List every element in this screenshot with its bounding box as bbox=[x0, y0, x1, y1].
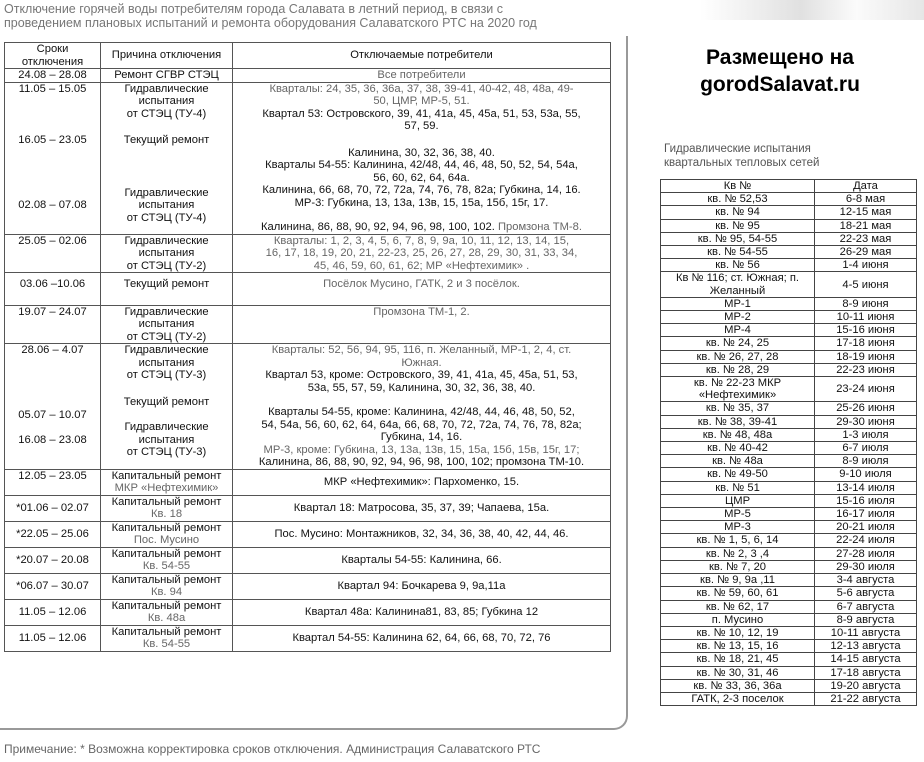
date-cell: 15-16 июля bbox=[815, 494, 917, 507]
date-cell: 12-13 августа bbox=[815, 640, 917, 653]
row-consumers: Пос. Мусино: Монтажников, 32, 34, 36, 38, 40, 42, 44, 46. bbox=[233, 521, 611, 547]
date-cell: 6-8 мая bbox=[815, 193, 917, 206]
kv-cell: п. Мусино bbox=[661, 613, 815, 626]
row-dates: 28.06 – 4.07 05.07 – 10.07 16.08 – 23.08 bbox=[5, 344, 101, 470]
kv-cell: кв. № 62, 17 bbox=[661, 600, 815, 613]
table-row bbox=[661, 666, 917, 679]
date-cell: 1-3 июля bbox=[815, 428, 917, 441]
date-cell: 18-19 июня bbox=[815, 350, 917, 363]
date-cell: 18-21 мая bbox=[815, 219, 917, 232]
table-row bbox=[5, 273, 611, 306]
date-cell: 22-24 июля bbox=[815, 534, 917, 547]
date-cell: 26-29 мая bbox=[815, 246, 917, 259]
row-reason: Ремонт СГВР СТЭЦ bbox=[101, 69, 233, 83]
date-cell: 15-16 июня bbox=[815, 324, 917, 337]
row-consumers: Промзона ТМ-1, 2. bbox=[233, 305, 611, 344]
kv-cell: кв. № 95 bbox=[661, 219, 815, 232]
table-row bbox=[661, 613, 917, 626]
table-row bbox=[5, 521, 611, 547]
table-row bbox=[661, 219, 917, 232]
date-cell: 8-9 июля bbox=[815, 455, 917, 468]
kv-cell: кв. № 24, 25 bbox=[661, 337, 815, 350]
row-consumers: МКР «Нефтехимик»: Пархоменко, 15. bbox=[233, 469, 611, 495]
table-row bbox=[661, 653, 917, 666]
row-dates: 11.05 – 15.05 16.05 – 23.05 02.08 – 07.08 bbox=[5, 82, 101, 234]
table-row bbox=[661, 272, 917, 297]
kv-cell: кв. № 94 bbox=[661, 206, 815, 219]
table-row bbox=[661, 193, 917, 206]
row-dates: *01.06 – 02.07 bbox=[5, 495, 101, 521]
table-row bbox=[661, 587, 917, 600]
table-row bbox=[661, 402, 917, 415]
table-row bbox=[661, 297, 917, 310]
row-consumers: Кварталы: 52, 56, 94, 95, 116, п. Желанный, МР-1, 2, 4, ст. Южная. Квартал 53, кроме: Островского, 39, 41, 41а, 45, 45а, 51, 53, 53а, 55, 57, 59, Калинина, 30, 32, 36, 38, 40. Кварталы 54-55, кроме: Калинина, 42/48, 44, 46, 48, 50, 52, 54, 54а, 56, 60, 62, 64, 64а, 66, 68, 70, 72, 72а, 74, 76, 78, 82а; Губкина, 14, 16. МР-3, кроме: Губкина, 13, 13а, 13в, 15, 15а, 15б, 15в, 15г, 17; Калинина, 86, 88, 90, 92, 94, 96, 98, 100, 102; промзона ТМ-10. bbox=[233, 344, 611, 470]
kv-cell: кв. № 54-55 bbox=[661, 246, 815, 259]
row-consumers: Квартал 94: Бочкарева 9, 9а,11а bbox=[233, 573, 611, 599]
date-cell: 17-18 июня bbox=[815, 337, 917, 350]
kv-cell: кв. № 48а bbox=[661, 455, 815, 468]
kv-cell: кв. № 33, 36, 36а bbox=[661, 679, 815, 692]
table-row bbox=[5, 625, 611, 651]
date-cell: 5-6 августа bbox=[815, 587, 917, 600]
table-row bbox=[661, 324, 917, 337]
row-reason: Капитальный ремонт Кв. 94 bbox=[101, 573, 233, 599]
table-row bbox=[661, 626, 917, 639]
kv-cell: кв. № 9, 9а ,11 bbox=[661, 574, 815, 587]
date-cell: 12-15 мая bbox=[815, 206, 917, 219]
kv-cell: ЦМР bbox=[661, 494, 815, 507]
schedule-table bbox=[4, 42, 611, 652]
kv-cell: МР-2 bbox=[661, 311, 815, 324]
hydraulic-test-table bbox=[660, 179, 917, 706]
row-dates: 11.05 – 12.06 bbox=[5, 625, 101, 651]
row-reason: Капитальный ремонт Кв. 48а bbox=[101, 599, 233, 625]
table-row bbox=[661, 363, 917, 376]
row-reason: Капитальный ремонт Кв. 18 bbox=[101, 495, 233, 521]
row-consumers: Кварталы: 24, 35, 36, 36а, 37, 38, 39-41, 40-42, 48, 48а, 49- 50, ЦМР, МР-5, 51. Квартал 53: Островского, 39, 41, 41а, 45, 45а, 51, 53, 53а, 55, 57, 59. Калинина, 30, 32, 36, 38, 40. Кварталы 54-55: Калинина, 42/48, 44, 46, 48, 50, 52, 54, 54а, 56, 60, 62, 64, 64а. Калинина, 66, 68, 70, 72, 72а, 74, 76, 78, 82а; Губкина, 14, 16. МР-3: Губкина, 13, 13а, 13в, 15, 15а, 15б, 15г, 17. Калинина, 86, 88, 90, 92, 94, 96, 98, 100, 102. Промзона ТМ-8. bbox=[233, 82, 611, 234]
row-dates: 25.05 – 02.06 bbox=[5, 234, 101, 273]
date-cell: 20-21 июля bbox=[815, 521, 917, 534]
row-dates: 03.06 –10.06 bbox=[5, 273, 101, 306]
table-row bbox=[661, 600, 917, 613]
promo-link[interactable]: gorodSalavat.ru bbox=[700, 73, 860, 96]
date-cell: 17-18 августа bbox=[815, 666, 917, 679]
kv-cell: кв. № 35, 37 bbox=[661, 402, 815, 415]
kv-cell: кв. № 26, 27, 28 bbox=[661, 350, 815, 363]
kv-cell: кв. № 18, 21, 45 bbox=[661, 653, 815, 666]
date-cell: 9-10 июля bbox=[815, 468, 917, 481]
row-reason: Гидравлические испытания от СТЭЦ (ТУ-2) bbox=[101, 234, 233, 273]
kv-cell: кв. № 13, 15, 16 bbox=[661, 640, 815, 653]
kv-cell: кв. № 56 bbox=[661, 259, 815, 272]
schedule-header-row bbox=[5, 43, 611, 69]
row-reason: Гидравлические испытания от СТЭЦ (ТУ-3) Текущий ремонт Гидравлические испытания от СТЭЦ (ТУ-3) bbox=[101, 344, 233, 470]
table-row bbox=[5, 305, 611, 344]
row-reason: Гидравлические испытания от СТЭЦ (ТУ-2) bbox=[101, 305, 233, 344]
table-row bbox=[661, 455, 917, 468]
row-consumers: Квартал 48а: Калинина81, 83, 85; Губкина 12 bbox=[233, 599, 611, 625]
table-row bbox=[661, 679, 917, 692]
table-row bbox=[661, 560, 917, 573]
side-table-title: Гидравлические испытания квартальных тепловых сетей bbox=[664, 143, 820, 169]
table-row bbox=[661, 377, 917, 402]
date-cell: 8-9 июня bbox=[815, 297, 917, 310]
table-row bbox=[661, 415, 917, 428]
row-consumers: Все потребители bbox=[233, 69, 611, 83]
date-cell: 27-28 июля bbox=[815, 547, 917, 560]
table-row bbox=[661, 640, 917, 653]
kv-cell: кв. № 49-50 bbox=[661, 468, 815, 481]
table-row bbox=[661, 428, 917, 441]
kv-cell: кв. № 38, 39-41 bbox=[661, 415, 815, 428]
row-dates: 19.07 – 24.07 bbox=[5, 305, 101, 344]
table-row bbox=[661, 547, 917, 560]
table-row bbox=[661, 246, 917, 259]
date-cell: 1-4 июня bbox=[815, 259, 917, 272]
table-row bbox=[5, 69, 611, 83]
kv-cell: МР-3 bbox=[661, 521, 815, 534]
kv-cell: кв. № 7, 20 bbox=[661, 560, 815, 573]
table-row bbox=[661, 521, 917, 534]
header-date: Дата bbox=[815, 180, 917, 193]
date-cell: 16-17 июля bbox=[815, 508, 917, 521]
kv-cell: МР-1 bbox=[661, 297, 815, 310]
date-cell: 19-20 августа bbox=[815, 679, 917, 692]
heading-line-1: Отключение горячей воды потребителям города Салавата в летний период, в связи с bbox=[4, 2, 504, 16]
header-kv: Кв № bbox=[661, 180, 815, 193]
date-cell: 6-7 августа bbox=[815, 600, 917, 613]
table-row bbox=[5, 547, 611, 573]
kv-cell: кв. № 28, 29 bbox=[661, 363, 815, 376]
kv-cell: кв. № 59, 60, 61 bbox=[661, 587, 815, 600]
date-cell: 10-11 августа bbox=[815, 626, 917, 639]
header-reason: Причина отключения bbox=[101, 43, 233, 69]
table-row bbox=[661, 574, 917, 587]
kv-cell: кв. № 10, 12, 19 bbox=[661, 626, 815, 639]
table-row bbox=[661, 337, 917, 350]
kv-cell: ГАТК, 2-3 поселок bbox=[661, 692, 815, 705]
row-reason: Капитальный ремонт Кв. 54-55 bbox=[101, 547, 233, 573]
row-consumers: Квартал 18: Матросова, 35, 37, 39; Чапаева, 15а. bbox=[233, 495, 611, 521]
row-consumers: Квартал 54-55: Калинина 62, 64, 66, 68, 70, 72, 76 bbox=[233, 625, 611, 651]
table-row bbox=[5, 573, 611, 599]
kv-cell: кв. № 1, 5, 6, 14 bbox=[661, 534, 815, 547]
table-row bbox=[661, 350, 917, 363]
side-header-row bbox=[661, 180, 917, 193]
kv-cell: кв. № 40-42 bbox=[661, 442, 815, 455]
kv-cell: кв. № 48, 48а bbox=[661, 428, 815, 441]
row-consumers: Кварталы: 1, 2, 3, 4, 5, 6, 7, 8, 9, 9а, 10, 11, 12, 13, 14, 15, 16, 17, 18, 19, 20, 21, 22-23, 25, 26, 27, 28, 29, 30, 31, 33, 34, 45, 46, 59, 60, 61, 62; МР «Нефтехимик» . bbox=[233, 234, 611, 273]
kv-cell: кв. № 51 bbox=[661, 481, 815, 494]
date-cell: 4-5 июня bbox=[815, 272, 917, 297]
kv-cell: МР-5 bbox=[661, 508, 815, 521]
table-row bbox=[661, 692, 917, 705]
date-cell: 10-11 июня bbox=[815, 311, 917, 324]
row-dates: 24.08 – 28.08 bbox=[5, 69, 101, 83]
table-row bbox=[5, 82, 611, 234]
table-row bbox=[661, 481, 917, 494]
kv-cell: кв. № 2, 3 ,4 bbox=[661, 547, 815, 560]
date-cell: 6-7 июля bbox=[815, 442, 917, 455]
table-row bbox=[661, 311, 917, 324]
kv-cell: Кв № 116; ст. Южная; п. Желанный bbox=[661, 272, 815, 297]
row-dates: *20.07 – 20.08 bbox=[5, 547, 101, 573]
date-cell: 13-14 июля bbox=[815, 481, 917, 494]
date-cell: 29-30 июля bbox=[815, 560, 917, 573]
table-row bbox=[5, 234, 611, 273]
header-consumers: Отключаемые потребители bbox=[233, 43, 611, 69]
row-reason: Капитальный ремонт Кв. 54-55 bbox=[101, 625, 233, 651]
kv-cell: кв. № 22-23 МКР «Нефтехимик» bbox=[661, 377, 815, 402]
kv-cell: кв. № 52,53 bbox=[661, 193, 815, 206]
date-cell: 8-9 августа bbox=[815, 613, 917, 626]
header-dates: Сроки отключения bbox=[5, 43, 101, 69]
row-reason: Капитальный ремонт Пос. Мусино bbox=[101, 521, 233, 547]
date-cell: 29-30 июня bbox=[815, 415, 917, 428]
table-row bbox=[661, 534, 917, 547]
row-consumers: Кварталы 54-55: Калинина, 66. bbox=[233, 547, 611, 573]
promo-line-1: Размещено на bbox=[706, 46, 854, 69]
row-dates: 12.05 – 23.05 bbox=[5, 469, 101, 495]
kv-cell: кв. № 95, 54-55 bbox=[661, 232, 815, 245]
kv-cell: кв. № 30, 31, 46 bbox=[661, 666, 815, 679]
row-dates: 11.05 – 12.06 bbox=[5, 599, 101, 625]
date-cell: 3-4 августа bbox=[815, 574, 917, 587]
date-cell: 25-26 июня bbox=[815, 402, 917, 415]
row-dates: *22.05 – 25.06 bbox=[5, 521, 101, 547]
table-row bbox=[661, 206, 917, 219]
heading-line-2: проведением плановых испытаний и ремонта оборудования Салаватского РТС на 2020 год bbox=[4, 16, 537, 30]
date-cell: 22-23 июня bbox=[815, 363, 917, 376]
table-row bbox=[5, 599, 611, 625]
table-row bbox=[5, 469, 611, 495]
row-reason: Текущий ремонт bbox=[101, 273, 233, 306]
table-row bbox=[5, 344, 611, 470]
row-dates: *06.07 – 30.07 bbox=[5, 573, 101, 599]
row-reason: Гидравлические испытания от СТЭЦ (ТУ-4) Текущий ремонт Гидравлические испытания от СТЭЦ (ТУ-4) bbox=[101, 82, 233, 234]
table-row bbox=[661, 442, 917, 455]
table-row bbox=[5, 495, 611, 521]
row-reason: Капитальный ремонт МКР «Нефтехимик» bbox=[101, 469, 233, 495]
date-cell: 22-23 мая bbox=[815, 232, 917, 245]
table-row bbox=[661, 232, 917, 245]
date-cell: 14-15 августа bbox=[815, 653, 917, 666]
kv-cell: МР-4 bbox=[661, 324, 815, 337]
decorative-corner-image bbox=[700, 0, 924, 20]
table-row bbox=[661, 494, 917, 507]
date-cell: 23-24 июня bbox=[815, 377, 917, 402]
table-row bbox=[661, 259, 917, 272]
table-row bbox=[661, 508, 917, 521]
date-cell: 21-22 августа bbox=[815, 692, 917, 705]
table-row bbox=[661, 468, 917, 481]
page-heading bbox=[4, 2, 624, 30]
promo-banner bbox=[660, 44, 900, 98]
footnote: Примечание: * Возможна корректировка сроков отключения. Администрация Салаватского РТС bbox=[4, 742, 541, 756]
row-consumers: Посёлок Мусино, ГАТК, 2 и 3 посёлок. bbox=[233, 273, 611, 306]
